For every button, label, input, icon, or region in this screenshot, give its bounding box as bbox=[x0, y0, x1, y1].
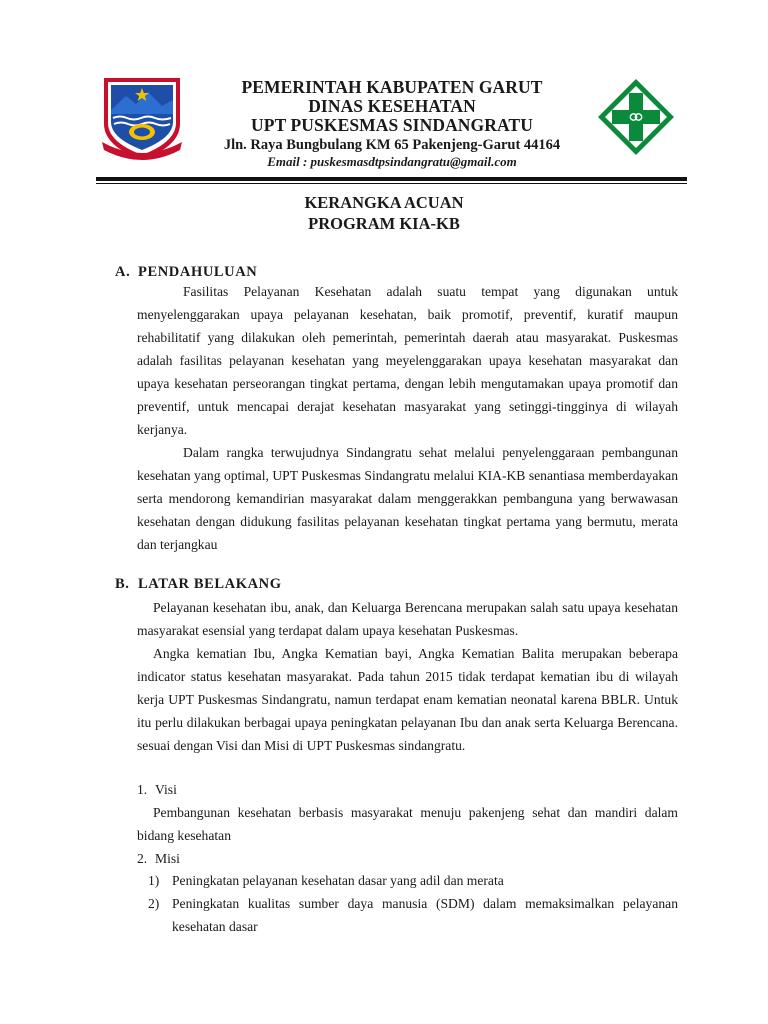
section-a-paragraph-2: Dalam rangka terwujudnya Sindangratu sehat melalui penyelenggaraan pembangunan kesehatan yang optimal, UPT Puskesmas Sindangratu melalui KIA-KB senantiasa memberdayakan serta mendorong kemandirian masyarakat dalam menggerakkan pembanguna yang berwawasan kesehatan dengan didukung fasilitas pelayanan kesehatan tingkat pertama yang bermutu, merata dan terjangkau bbox=[137, 445, 678, 552]
misi-item-2-text: Peningkatan kualitas sumber daya manusia (SDM) dalam memaksimalkan pelayanan kesehatan dasar bbox=[172, 896, 678, 934]
visi-number: 1. bbox=[137, 782, 148, 797]
section-a-heading bbox=[115, 264, 257, 281]
letterhead-divider-thin bbox=[96, 183, 687, 184]
letterhead-address: Jln. Raya Bungbulang KM 65 Pakenjeng-Garut 44164 bbox=[223, 137, 561, 153]
section-b-heading bbox=[115, 576, 282, 593]
section-b-title: LATAR BELAKANG bbox=[138, 576, 282, 592]
letterhead-line-1: PEMERINTAH KABUPATEN GARUT bbox=[241, 77, 543, 97]
section-b-paragraph-1: Pelayanan kesehatan ibu, anak, dan Keluarga Berencana merupakan salah satu upaya kesehatan masyarakat esensial yang terdapat dalam upaya kesehatan Puskesmas. bbox=[137, 600, 678, 638]
misi-item-2 bbox=[148, 892, 678, 938]
letterhead-line-2: DINAS KESEHATAN bbox=[308, 96, 476, 116]
misi-item-1-number: 1) bbox=[148, 873, 160, 888]
letterhead-email: Email : puskesmasdtpsindangratu@gmail.com bbox=[267, 154, 517, 169]
puskesmas-logo-icon bbox=[596, 77, 676, 157]
section-b-paragraph-2: Angka kematian Ibu, Angka Kematian bayi, Angka Kematian Balita merupakan beberapa indicator status kesehatan masyarakat. Pada tahun 2015 tidak terdapat kematian ibu di wilayah kerja UPT Puskesmas Sindangratu, namun terdapat enam kematian neonatal karena BBLR. Untuk itu perlu dilakukan berbagai upaya peningkatan pelayanan Ibu dan anak serta Keluarga Berencana. sesuai dengan Visi dan Misi di UPT Puskesmas sindangratu. bbox=[137, 646, 678, 753]
section-a-paragraph-1: Fasilitas Pelayanan Kesehatan adalah suatu tempat yang digunakan untuk menyelenggarakan upaya pelayanan kesehatan, baik promotif, preventif, kuratif maupun rehabilitatif yang dilakukan oleh pemerintah, pemerintah daerah atau masyarakat. Puskesmas adalah fasilitas pelayanan kesehatan yang meyelenggarakan upaya kesehatan masyarakat dan upaya kesehatan perseorangan tingkat pertama, dengan lebih mengutamakan upaya promotif dan preventif, untuk mencapai derajat kesehatan masyarakat yang setinggi-tingginya di wilayah kerjanya. bbox=[137, 284, 678, 437]
visi-label: Visi bbox=[155, 782, 177, 797]
misi-item-1 bbox=[148, 869, 678, 892]
misi-list-item bbox=[137, 847, 180, 870]
misi-label: Misi bbox=[155, 851, 180, 866]
visi-text: Pembangunan kesehatan berbasis masyarakat menuju pakenjeng sehat dan mandiri dalam bidang kesehatan bbox=[137, 805, 678, 843]
kabupaten-garut-crest-icon bbox=[96, 72, 188, 164]
letterhead-divider bbox=[96, 177, 687, 181]
section-b-number: B. bbox=[115, 576, 130, 592]
letterhead bbox=[200, 78, 584, 170]
misi-item-2-number: 2) bbox=[148, 896, 160, 911]
section-a-number: A. bbox=[115, 264, 131, 280]
letterhead-line-3: UPT PUSKESMAS SINDANGRATU bbox=[251, 115, 533, 135]
misi-number: 2. bbox=[137, 851, 148, 866]
misi-item-1-text: Peningkatan pelayanan kesehatan dasar yang adil dan merata bbox=[172, 873, 504, 888]
document-title: KERANGKA ACUAN bbox=[304, 193, 464, 212]
document-subtitle: PROGRAM KIA-KB bbox=[308, 214, 460, 233]
visi-list-item bbox=[137, 778, 177, 801]
section-a-title: PENDAHULUAN bbox=[138, 264, 258, 280]
